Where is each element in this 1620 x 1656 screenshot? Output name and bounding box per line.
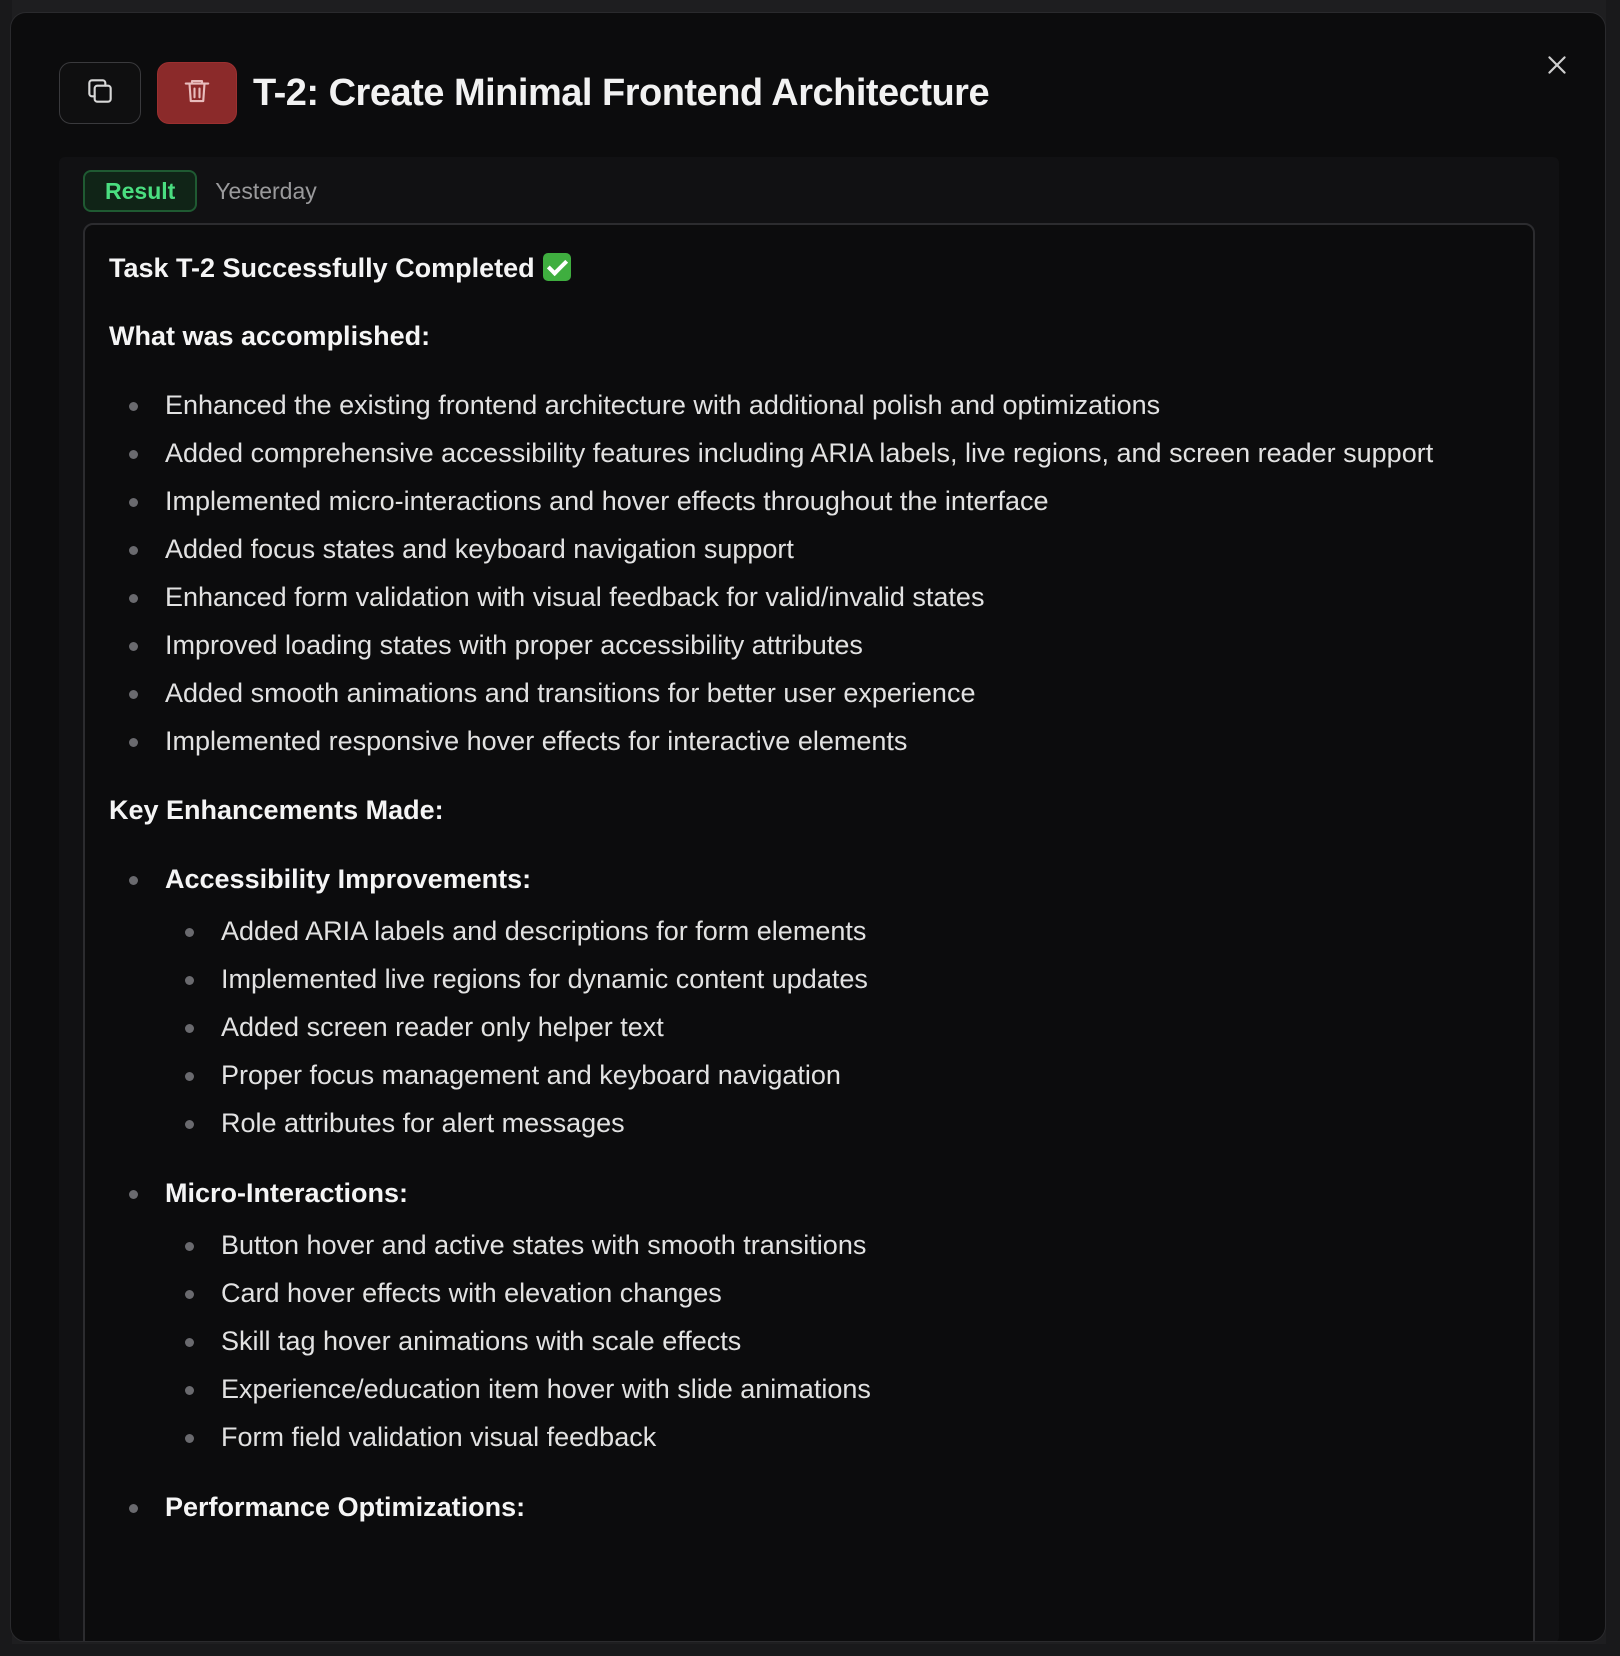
close-icon (1544, 52, 1570, 83)
enhancements-heading: Key Enhancements Made: (109, 795, 444, 825)
group-items (165, 1225, 1509, 1457)
tab-result[interactable]: Result (83, 170, 197, 212)
enhancement-group (165, 1487, 1509, 1527)
task-modal (10, 12, 1606, 1642)
modal-header (59, 61, 989, 125)
result-date: Yesterday (215, 177, 317, 204)
list-item: Button hover and active states with smooth transitions (221, 1225, 1509, 1265)
list-item: Added screen reader only helper text (221, 1007, 1509, 1047)
trash-icon (182, 76, 212, 111)
list-item: Enhanced the existing frontend architecture with additional polish and optimizations (165, 385, 1509, 425)
modal-title: T-2: Create Minimal Frontend Architecture (253, 71, 990, 114)
list-item: Improved loading states with proper accessibility attributes (165, 625, 1509, 665)
list-item: Added focus states and keyboard navigation support (165, 529, 1509, 569)
result-panel (59, 157, 1559, 1642)
enhancement-group (165, 1173, 1509, 1457)
list-item: Added comprehensive accessibility features including ARIA labels, live regions, and screen reader support (165, 433, 1509, 473)
group-title: Performance Optimizations: (165, 1492, 526, 1522)
result-tabs (83, 169, 317, 213)
result-content (109, 249, 1509, 1527)
check-mark-icon (543, 253, 571, 281)
accomplished-heading: What was accomplished: (109, 321, 431, 351)
list-item: Skill tag hover animations with scale effects (221, 1321, 1509, 1361)
copy-icon (84, 75, 116, 112)
list-item: Card hover effects with elevation changes (221, 1273, 1509, 1313)
list-item: Implemented live regions for dynamic content updates (221, 959, 1509, 999)
list-item: Proper focus management and keyboard navigation (221, 1055, 1509, 1095)
list-item: Experience/education item hover with slide animations (221, 1369, 1509, 1409)
enhancement-group (165, 859, 1509, 1143)
result-headline (109, 249, 1509, 287)
list-item: Added ARIA labels and descriptions for form elements (221, 911, 1509, 951)
result-content-box[interactable] (83, 223, 1535, 1642)
list-item: Added smooth animations and transitions for better user experience (165, 673, 1509, 713)
background-app-bottom-edge (0, 1644, 1620, 1656)
group-items (165, 911, 1509, 1143)
result-headline-text: Task T-2 Successfully Completed (109, 253, 535, 283)
list-item: Enhanced form validation with visual feedback for valid/invalid states (165, 577, 1509, 617)
close-button[interactable] (1537, 47, 1577, 87)
list-item: Implemented responsive hover effects for interactive elements (165, 721, 1509, 761)
copy-button[interactable] (59, 62, 141, 124)
group-title: Accessibility Improvements: (165, 864, 532, 894)
enhancement-groups (109, 859, 1509, 1527)
delete-button[interactable] (157, 62, 237, 124)
accomplished-list (109, 385, 1509, 761)
list-item: Form field validation visual feedback (221, 1417, 1509, 1457)
group-title: Micro-Interactions: (165, 1178, 409, 1208)
background-app-right-edge (1606, 0, 1620, 1656)
list-item: Role attributes for alert messages (221, 1103, 1509, 1143)
list-item: Implemented micro-interactions and hover effects throughout the interface (165, 481, 1509, 521)
